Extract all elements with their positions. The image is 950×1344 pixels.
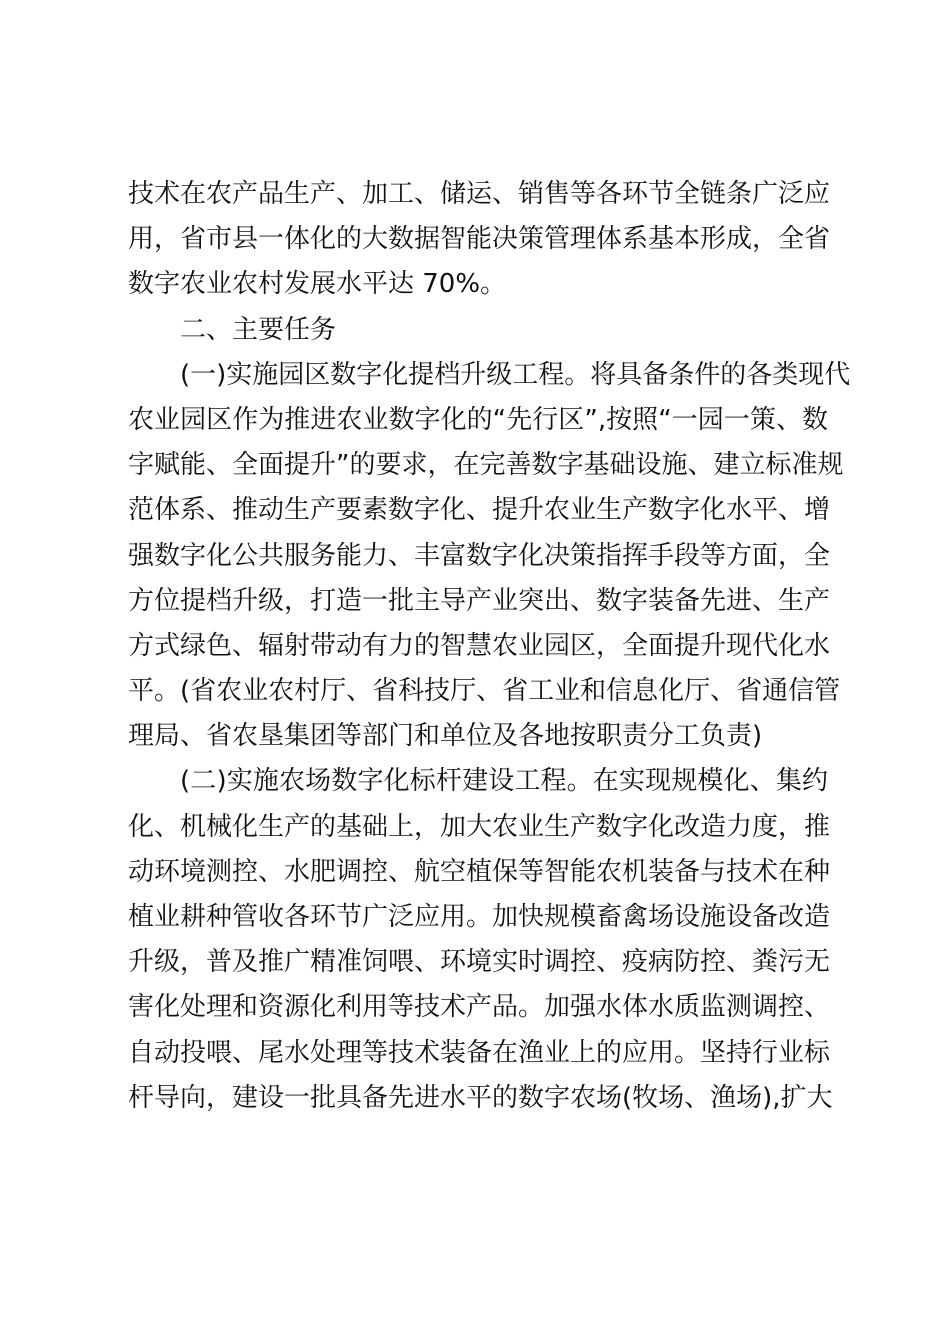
section-heading: 二、主要任务 bbox=[180, 314, 337, 345]
text-line: 方式绿色、辐射带动有力的智慧农业园区，全面提升现代化水 bbox=[128, 630, 831, 661]
text-line: (一)实施园区数字化提档升级工程。将具备条件的各类现代 bbox=[180, 359, 851, 390]
text-line: 植业耕种管收各环节广泛应用。加快规模畜禽场设施设备改造 bbox=[128, 902, 831, 932]
text-line: 方位提档升级，打造一批主导产业突出、数字装备先进、生产 bbox=[128, 585, 831, 616]
text-line: 化、机械化生产的基础上，加大农业生产数字化改造力度，推 bbox=[128, 811, 831, 842]
text-line: (二)实施农场数字化标杆建设工程。在实现规模化、集约 bbox=[180, 766, 828, 797]
text-line: 字赋能、全面提升”的要求，在完善数字基础设施、建立标准规 bbox=[128, 450, 844, 481]
text-line: 害化处理和资源化利用等技术产品。加强水体水质监测调控、 bbox=[128, 992, 831, 1023]
body-text bbox=[128, 172, 851, 1121]
text-line: 技术在农产品生产、加工、储运、销售等各环节全链条广泛应 bbox=[128, 179, 831, 209]
text-line: 自动投喂、尾水处理等技术装备在渔业上的应用。坚持行业标 bbox=[128, 1037, 831, 1068]
text-line: 范体系、推动生产要素数字化、提升农业生产数字化水平、增 bbox=[128, 495, 831, 526]
text-line: 强数字化公共服务能力、丰富数字化决策指挥手段等方面，全 bbox=[128, 540, 831, 571]
text-line: 农业园区作为推进农业数字化的“先行区”,按照“一园一策、数 bbox=[128, 404, 828, 435]
text-line: 杆导向，建设一批具备先进水平的数字农场(牧场、渔场),扩大 bbox=[128, 1082, 833, 1113]
text-line: 数字农业农村发展水平达 70%。 bbox=[128, 269, 507, 300]
text-line: 理局、省农垦集团等部门和单位及各地按职责分工负责) bbox=[128, 721, 763, 752]
text-line: 平。(省农业农村厅、省科技厅、省工业和信息化厅、省通信管 bbox=[128, 676, 841, 707]
text-line: 用，省市县一体化的大数据智能决策管理体系基本形成，全省 bbox=[128, 224, 831, 255]
text-line: 升级，普及推广精准饲喂、环境实时调控、疫病防控、粪污无 bbox=[128, 947, 831, 978]
text-line: 动环境测控、水肥调控、航空植保等智能农机装备与技术在种 bbox=[128, 856, 831, 887]
